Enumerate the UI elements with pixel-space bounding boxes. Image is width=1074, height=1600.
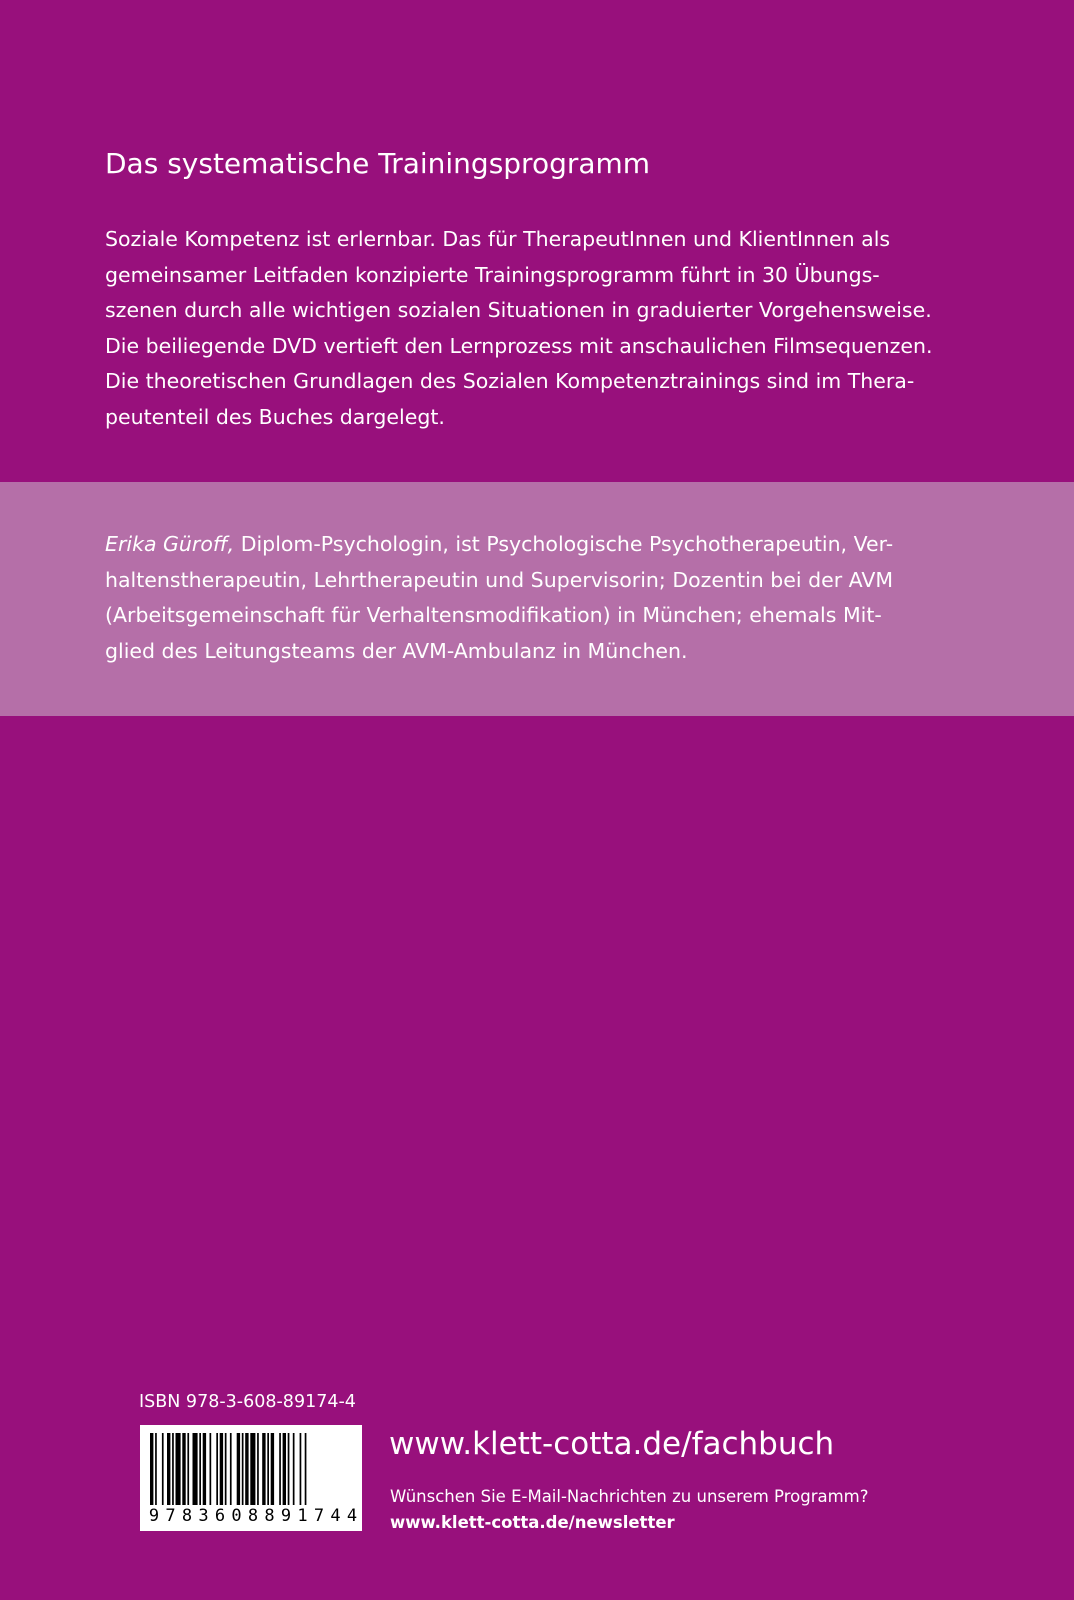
bio-text: Diplom-Psychologin, ist Psychologische Psychotherapeutin, Ver- [234, 532, 894, 556]
barcode-bar [210, 1433, 212, 1505]
newsletter-link[interactable]: www.klett-cotta.de/newsletter [390, 1513, 675, 1532]
cover-heading: Das systematische Trainingsprogramm [105, 147, 651, 180]
bio-line: haltenstherapeutin, Lehrtherapeutin und Supervisorin; Dozentin bei der AVM [105, 567, 894, 592]
isbn-barcode [140, 1425, 362, 1531]
barcode-bar [172, 1433, 174, 1505]
bio-line [105, 527, 1005, 563]
barcode-bar [250, 1433, 255, 1505]
barcode-digit: 8 [181, 1506, 193, 1526]
barcode-bar [193, 1433, 198, 1505]
barcode-digit: 0 [231, 1506, 242, 1526]
barcode-bar [288, 1433, 290, 1505]
barcode-bar [293, 1433, 295, 1505]
barcode-bar [257, 1433, 259, 1505]
barcode-bar [187, 1433, 189, 1505]
barcode-digit: 4 [330, 1506, 341, 1526]
description-line: Soziale Kompetenz ist erlernbar. Das für TherapeutInnen und KlientInnen als [105, 227, 891, 251]
barcode-bar [225, 1433, 227, 1505]
description-line: szenen durch alle wichtigen sozialen Situationen in graduierter Vorgehensweise. [105, 298, 932, 322]
bio-line: glied des Leitungsteams der AVM-Ambulanz in München. [105, 638, 688, 663]
barcode-bar [237, 1433, 240, 1505]
barcode-bar [267, 1433, 269, 1505]
barcode-bar [176, 1433, 181, 1505]
description-line: Die theoretischen Grundlagen des Sozialen Kompetenztrainings sind im Thera- [105, 369, 915, 393]
description-line: Die beiliegende DVD vertieft den Lernprozess mit anschaulichen Filmsequenzen. [105, 333, 933, 358]
book-description [105, 222, 1005, 435]
barcode-bar [242, 1433, 244, 1505]
description-line: gemeinsamer Leitfaden konzipierte Trainingsprogramm führt in 30 Übungs- [105, 262, 880, 287]
barcode-bar [182, 1433, 185, 1505]
barcode-bar [262, 1433, 265, 1505]
barcode-digit: 9 [280, 1506, 292, 1526]
barcode-digit: 9 [148, 1506, 160, 1526]
author-bio [105, 527, 1005, 669]
barcode-bar [167, 1433, 170, 1505]
publisher-website-link[interactable]: www.klett-cotta.de/fachbuch [389, 1426, 835, 1462]
isbn-label: ISBN 978-3-608-89174-4 [139, 1392, 356, 1412]
barcode-bar [305, 1433, 307, 1505]
barcode-bar [220, 1433, 223, 1505]
barcode-digit: 6 [214, 1506, 226, 1526]
barcode-bar [245, 1433, 248, 1505]
bio-line: (Arbeitsgemeinschaft für Verhaltensmodifikation) in München; ehemals Mit- [105, 603, 882, 627]
barcode-digit: 4 [346, 1506, 358, 1526]
barcode-bar [216, 1433, 218, 1505]
newsletter-prompt: Wünschen Sie E-Mail-Nachrichten zu unserem Programm? [390, 1487, 869, 1506]
barcode-digit: 8 [264, 1506, 275, 1526]
barcode-bar [230, 1433, 232, 1505]
barcode-digit: 3 [198, 1506, 209, 1526]
barcode-bar [203, 1433, 206, 1505]
barcode-bar [155, 1433, 157, 1505]
barcode-bar [271, 1433, 274, 1505]
barcode-bar [300, 1433, 302, 1505]
barcode-bar [283, 1433, 286, 1505]
author-name: Erika Güroff, [105, 532, 235, 556]
barcode-bar [199, 1433, 201, 1505]
barcode-bar [150, 1433, 153, 1505]
barcode-digits [148, 1506, 358, 1526]
barcode-digit: 8 [247, 1506, 259, 1526]
description-line: peutenteil des Buches dargelegt. [105, 404, 445, 429]
barcode-bar [162, 1433, 164, 1505]
barcode-bar [279, 1433, 281, 1505]
barcode-digit: 7 [165, 1506, 176, 1526]
barcode-digit: 1 [297, 1506, 308, 1526]
barcode-digit: 7 [313, 1506, 325, 1526]
